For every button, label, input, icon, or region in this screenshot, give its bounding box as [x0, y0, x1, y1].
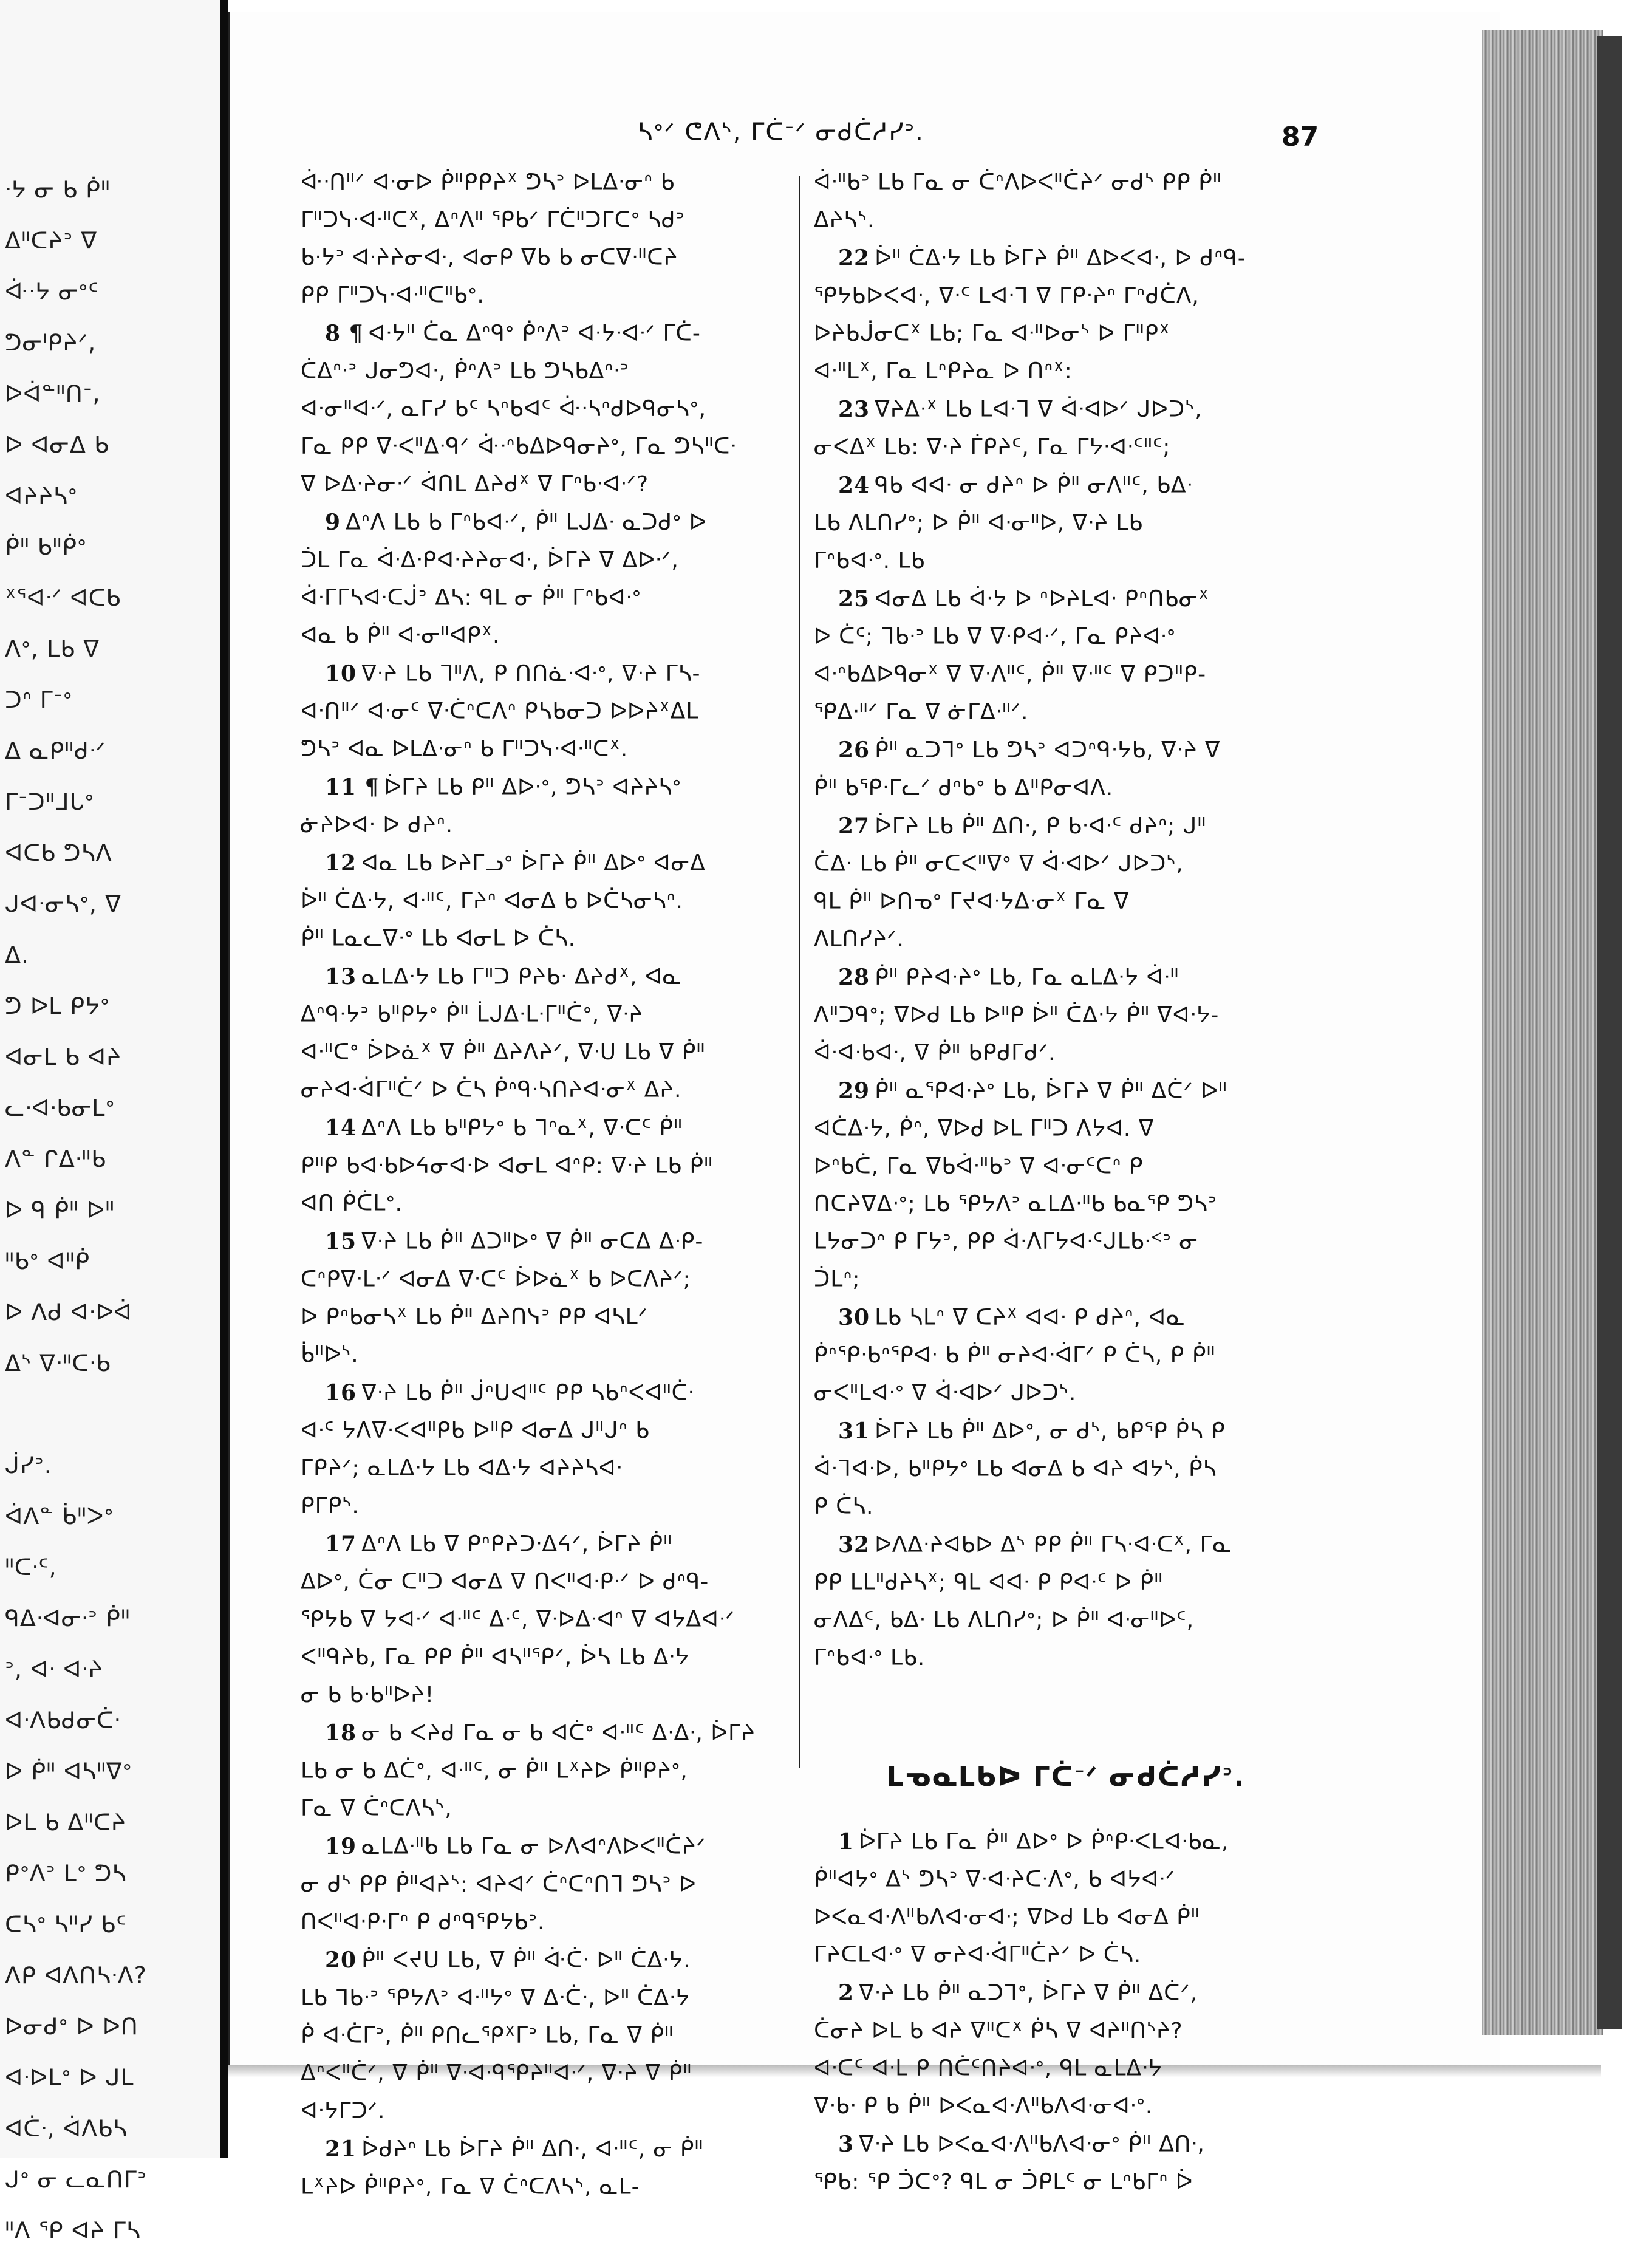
text-line [814, 202, 1318, 239]
verse-number: 25 [838, 586, 870, 612]
verse-number: 13 [325, 964, 357, 990]
text-line [814, 429, 1318, 467]
verse-text: ᑲᐧᔭᐣ ᐊᐧᔨᔨᓂᐊᐧ, ᐊᓂᑭ ᐁᑲ ᑲ ᓂᑕᐁᐧᐦᑕᔨ [301, 245, 678, 270]
verse-line [301, 504, 799, 542]
text-line [301, 1336, 799, 1374]
left-page-line: ᑭᐤᐱᐣ ᒪᐤ ᕤᓴ [5, 1860, 127, 1887]
text-line [814, 997, 1318, 1034]
text-line [814, 846, 1318, 883]
left-page-line: ᐃ ᓇᑭᐦᑯᐧᐟ [5, 737, 106, 764]
verse-text: ᑭᑭ ᒪᒪᐦᑯᔨᓴᕽ; ᑫᒪ ᐊᐊᐧ ᑭ ᑭᐊᐧᑦ ᐅ ᑮᐦ [814, 1570, 1164, 1595]
verse-text: ᐃᐢᐱ ᒪᑲ ᐁ ᑭᐢᑭᔨᑐᐧᐃᔦᐟ, ᐆᒥᔨ ᑮᐦ [361, 1532, 672, 1557]
verse-text: ᐆᒥᔨ ᒪᑲ ᒥᓇ ᑮᐦ ᐃᐅᐤ ᐅ ᑮᐢᑭᐧᐸᒪᐊᐧᑲᓇ, [859, 1830, 1229, 1854]
verse-text: ᐊᐧᑕᑦ ᐊᐧᒪ ᑭ ᑎᑖᑦᑎᔨᐊᐧᐤ, ᑫᒪ ᓇᒪᐃᐧᔭ [814, 2056, 1162, 2081]
verse-number: 23 [838, 397, 870, 422]
verse-text: ᐆᐦ ᑖᐃᐧᔭ, ᐊᐧᐦᑦ, ᒥᔨᐢ ᐊᓂᐃ ᑲ ᐅᑖᓴᓂᓴᐢ. [301, 889, 683, 914]
text-line [301, 1866, 799, 1904]
text-column-left [301, 164, 799, 2206]
verse-text: ᐋᐧᒥᒥᓴᐊᐧᑕᒎᐣ ᐃᓴ: ᑫᒪ ᓂ ᑮᐦ ᒥᐢᑲᐊᐧᐤ [301, 586, 641, 610]
text-line [301, 1677, 799, 1714]
text-line [814, 770, 1318, 807]
left-page-line: ᐊᑖᐧ, ᐋᐱᑲᓴ [5, 2115, 128, 2142]
text-line [814, 1899, 1318, 1936]
verse-number: 28 [838, 965, 870, 990]
verse-text: ᐁᐧᔨ ᒪᑲ ᑮᐦ ᒎᐢᑌᐊᐦᑦ ᑭᑭ ᓴᑲᐢᐸᐊᐦᑖᐧ [361, 1381, 694, 1406]
text-line [301, 202, 799, 239]
verse-number: 22 [838, 245, 870, 271]
running-head: ᓴᐤᐟ ᕦᐱᔅ, ᒥᑖᐨᐟ ᓂᑯᑖᓱᓯᐣ. [638, 118, 924, 146]
left-page-line: ᒍᐊᐧᓂᓴᐤ, ᐁ [5, 890, 122, 917]
verse-line [814, 1974, 1318, 2012]
text-line [814, 656, 1318, 694]
left-page [0, 0, 224, 2244]
verse-line [301, 1525, 799, 1564]
verse-text: ᐆᐦ ᑖᐃᐧᔭ ᒪᑲ ᐆᒥᔨ ᑮᐦ ᐃᐅᐸᐊᐧ, ᐅ ᑯᐢᑫ- [875, 246, 1246, 271]
verse-number: 11 ¶ [325, 774, 380, 800]
text-line [301, 1412, 799, 1450]
left-page-line: ᐃ. [5, 942, 30, 968]
verse-number: 32 [838, 1532, 870, 1557]
left-page-line: ᐃᔅ ᐁᐧᐦᑕᐧᑲ [5, 1350, 111, 1376]
text-line [814, 1936, 1318, 1974]
verse-line [814, 239, 1318, 278]
verse-text: ᐅᐸᓇᐊᐧᐱᐦᑲᐱᐊᐧᓂᐊᐧ; ᐁᐅᑯ ᒪᑲ ᐊᓂᐃ ᑮᐦ [814, 1905, 1200, 1930]
verse-line [814, 1072, 1318, 1110]
text-line [301, 883, 799, 920]
left-page-line: ᕁᕐᐊᐧᐟ ᐊᑕᑲ [5, 584, 121, 611]
verse-text: ᐁ ᐅᐃᐧᔨᓂᐧᐟ ᐋᑎᒪ ᐃᔨᑯᕽ ᐁ ᒥᐢᑲᐧᐊᐧᐟ? [301, 472, 649, 497]
text-line [301, 2169, 799, 2206]
verse-text: ᓂᐱᐃᑦ, ᑲᐃᐧ ᒪᑲ ᐱᒪᑎᓯᐤ; ᐅ ᑮᐦ ᐊᐧᓂᐦᐅᑦ, [814, 1608, 1195, 1633]
verse-text: ᑭᐦᑭ ᑲᐊᐧᑲᐅᔦᓂᐊᐧᐅ ᐊᓂᒪ ᐊᐢᑭ: ᐁᐧᔨ ᒪᑲ ᑮᐦ [301, 1154, 713, 1178]
text-line [814, 1223, 1318, 1261]
verse-number: 16 [325, 1380, 357, 1406]
verse-text: ᒪᑲ ᓴᒪᐢ ᐁ ᑕᔨᕽ ᐊᐊᐧ ᑭ ᑯᔨᐢ, ᐊᓇ [875, 1305, 1186, 1330]
verse-line [814, 1412, 1318, 1451]
verse-text: ᓂᔨᐊᐧᐋᒥᐦᑖᐟ ᐅ ᑖᓴ ᑮᐢᑫᐧᓴᑎᔨᐊᐧᓂᕽ ᐃᔨ. [301, 1078, 682, 1102]
left-page-line: ᕤ ᐅᒪ ᑭᔭᐤ [5, 993, 110, 1019]
verse-text: ᑑᒪ ᒥᓇ ᐋᐧᐃᐧᑭᐊᐧᔨᔨᓂᐊᐧ, ᐆᒥᔨ ᐁ ᐃᐅᐧᐟ, [301, 548, 679, 573]
verse-text: ᑮᐦ ᓇᑐᒣᐤ ᒪᑲ ᕤᓴᐣ ᐊᑐᐢᑫᐧᔭᑲ, ᐁᐧᔨ ᐁ [875, 738, 1221, 763]
text-line [301, 617, 799, 655]
verse-number: 8 ¶ [325, 321, 364, 346]
verse-text: ᐊᑖᐃᐧᔭ, ᑮᐢ, ᐁᐅᑯ ᐅᒪ ᒥᐦᑐ ᐱᔭᐊ. ᐁ [814, 1116, 1155, 1141]
verse-text: ᐋᐧᐦᑲᐣ ᒪᑲ ᒥᓇ ᓂ ᑖᐢᐱᐅᐸᐦᑖᔨᐟ ᓂᑯᔅ ᑭᑭ ᑮᐦ [814, 170, 1222, 195]
left-page-line: ᐋᐱᓐ ᑳᐦᐳᐤ [5, 1503, 114, 1530]
verse-number: 9 [325, 510, 341, 535]
verse-line [814, 959, 1318, 997]
text-line [814, 1451, 1318, 1488]
verse-text: ᒥᐦᑐᓭᐧᐊᐧᐦᑕᕽ, ᐃᐢᐱᐦ ᕿᑲᐟ ᒥᑖᐦᑐᒥᑕᐤ ᓴᑯᐣ [301, 208, 685, 233]
text-line [814, 542, 1318, 580]
text-line [814, 1488, 1318, 1526]
verse-text: ᑮᐦ ᓇᕿᐊᐧᔨᐤ ᒪᑲ, ᐆᒥᔨ ᐁ ᑮᐦ ᐃᑖᐟ ᐅᐦ [875, 1079, 1227, 1104]
verse-text: ᐸᐦᑫᔨᑲ, ᒥᓇ ᑭᑭ ᑮᐦ ᐊᓴᐦᕿᐟ, ᐆᓴ ᒪᑲ ᐃᐧᔭ [301, 1645, 690, 1670]
verse-text: ᐁᐧᔨ ᒪᑲ ᐅᐸᓇᐊᐧᐱᐦᑲᐱᐊᐧᓂᐤ ᑮᐦ ᐃᑎᐧ, [859, 2132, 1205, 2157]
verse-number: 12 [325, 850, 357, 876]
left-page-line: ᒥᐨᑐᐦᒧᒐᐤ [5, 788, 95, 815]
verse-number: 14 [325, 1115, 357, 1141]
text-line [301, 731, 799, 768]
text-line [814, 1861, 1318, 1899]
text-line [301, 1450, 799, 1488]
verse-text: ᑖᐃᐢᐧᐣ ᒍᓂᕤᐊᐧ, ᑮᐢᐱᐣ ᒪᑲ ᕤᓴᑲᐃᐢᐧᐣ [301, 359, 629, 384]
verse-text: ᐃᐢᐸᐦᑖᐟ, ᐁ ᑮᐦ ᐁᐧᐊᐧᑫᕿᔨᐦᐊᐧᐟ, ᐁᐧᔨ ᐁ ᑮᐦ [301, 2061, 692, 2086]
verse-text: ᕤᓴᐣ ᐊᓇ ᐅᒪᐃᐧᓂᐢ ᑲ ᒥᐦᑐᓭᐧᐊᐧᐦᑕᕽ. [301, 737, 629, 762]
verse-text: ᒥᑭᔨᐟ; ᓇᒪᐃᐧᔭ ᒪᑲ ᐊᐃᐧᔭ ᐊᔨᔨᓴᐊᐧ [301, 1456, 623, 1481]
left-page-line: ᐱᑭ ᐊᐱᑎᓴᐧᐱ? [5, 1962, 147, 1989]
text-line [301, 466, 799, 504]
verse-text: ᐅᐱᐃᐧᔨᐊᑲᐅ ᐃᔅ ᑭᑭ ᑮᐦ ᒥᓴᐧᐊᐧᑕᕽ, ᒥᓇ [875, 1533, 1232, 1557]
text-line [814, 2164, 1318, 2201]
verse-number: 29 [838, 1078, 870, 1104]
verse-text: ᑎᑕᔨᐁᐃᐧᐤ; ᒪᑲ ᕿᔭᐱᐣ ᓇᒪᐃᐧᐦᑲ ᑲᓇᕿ ᕤᓴᐣ [814, 1192, 1217, 1217]
verse-text: ᐃᐢᐱ ᒪᑲ ᑲ ᒥᐢᑲᐊᐧᐟ, ᑮᐦ ᒪᒍᐃᐧ ᓇᑐᑯᐤ ᐅ [346, 510, 707, 535]
verse-text: ᒥᐢᑲᐊᐧᐤ ᒪᑲ. [814, 1646, 926, 1670]
text-line [814, 278, 1318, 315]
verse-text: ᕿᐃᐧᐦᐟ ᒥᓇ ᐁ ᓃᒥᐃᐧᐦᐟ. [814, 700, 1029, 725]
verse-text: ᕿᔭᑲ ᐁ ᔭᐊᐧᐟ ᐊᐧᐦᑦ ᐃᐧᑦ, ᐁᐧᐅᐃᐧᐊᐢ ᐁ ᐊᔭᐃᐊᐧᐟ [301, 1607, 736, 1632]
verse-number: 15 [325, 1229, 357, 1254]
verse-text: ᑎᐸᐦᐊᐧᑭᐧᒥᐢ ᑭ ᑯᐢᑫᕿᔭᑲᐣ. [301, 1910, 545, 1935]
left-page-line: ᐅ ᐱᑯ ᐊᐧᐅᐋ [5, 1299, 132, 1325]
verse-text: ᐊᑎ ᑮᑖᒪᐤ. [301, 1191, 403, 1216]
verse-line [301, 844, 799, 883]
left-page-line: ᓚᐧᐊᐧᑲᓂᒪᐤ [5, 1095, 115, 1121]
verse-line [814, 580, 1318, 618]
verse-line [814, 391, 1318, 429]
verse-text: ᐁᔨᐃᐧᕽ ᒪᑲ ᒪᐊᐧᒣ ᐁ ᐋᐧᐊᐅᐟ ᒍᐅᑐᔅ, [875, 397, 1203, 422]
verse-text: ᒪᑲ ᐱᒪᑎᓯᐤ; ᐅ ᑮᐦ ᐊᐧᓂᐦᐅ, ᐁᐧᔨ ᒪᑲ [814, 511, 1144, 536]
verse-text: ᐊᓂᐃ ᒪᑲ ᐋᐧᔭ ᐅ ᐢᐅᔨᒪᐊᐧ ᑭᐢᑎᑲᓂᕽ [875, 587, 1210, 612]
left-page-line: ᐦᑕᐧᑦ, [5, 1554, 57, 1581]
verse-text: ᐁᐧᑲᐧ ᑭ ᑲ ᑮᐦ ᐅᐸᓇᐊᐧᐱᐦᑲᐱᐊᐧᓂᐊᐧᐤ. [814, 2094, 1153, 2119]
column-divider [799, 176, 800, 1768]
verse-line [301, 315, 799, 353]
verse-text: ᐋᐧᒣᐊᐧᐅ, ᑲᐦᑭᔭᐤ ᒪᑲ ᐊᓂᐃ ᑲ ᐊᔨ ᐊᔭᔅ, ᑮᓴ [814, 1457, 1217, 1482]
text-line [814, 1337, 1318, 1375]
text-line [301, 1488, 799, 1525]
verse-text: ᓇᒪᐃᐧᔭ ᒪᑲ ᒥᐦᑐ ᑭᔨᑲᐧ ᐃᔨᑯᕽ, ᐊᓇ [361, 965, 682, 990]
left-page-line: ᐊᑕᑲ ᕤᓴᐱ [5, 839, 112, 866]
text-line [301, 542, 799, 579]
verse-line [814, 731, 1318, 770]
verse-line [814, 1299, 1318, 1337]
verse-text: ᒥᓇ ᑭᑭ ᐁᐧᐸᐦᐃᐧᑫᐟ ᐚᐧᐢᑲᐃᐅᑫᓂᔨᐤ, ᒥᓇ ᕤᓴᐦᑕᐧ [301, 434, 737, 459]
left-page-line: ᐃᐦᑕᔨᐣ ᐁ [5, 227, 98, 254]
verse-text: ᑭᑭ ᒥᐦᑐᓭᐧᐊᐧᐦᑕᐦᑲᐤ. [301, 283, 485, 308]
page-number: 87 [1282, 121, 1319, 152]
text-line [814, 1375, 1318, 1412]
text-column-right [814, 164, 1318, 2201]
verse-text: ᑑᒪᐢ; [814, 1267, 861, 1292]
verse-text: ᑮᐦ ᑲᕿᐧᒥᓚᐟ ᑯᐢᑲᐤ ᑲ ᐃᐦᑭᓂᐊᐱ. [814, 776, 1114, 801]
book-gutter [220, 0, 228, 2158]
verse-text: ᐱᒪᑎᓯᔨᐟ. [814, 927, 904, 952]
text-line [814, 694, 1318, 731]
verse-line [301, 958, 799, 996]
verse-line [301, 1941, 799, 1980]
verse-number: 27 [838, 813, 870, 839]
verse-text: ᑳᐦᐅᔅ. [301, 1342, 359, 1367]
verse-number: 31 [838, 1418, 870, 1444]
left-page-line [5, 1389, 211, 1440]
verse-text: ᐅᔨᑲᒎᓂᑕᕽ ᒪᑲ; ᒥᓇ ᐊᐧᐦᐅᓂᔅ ᐅ ᒥᐦᑭᕽ [814, 321, 1170, 346]
left-page-line: ᐧᔭ ᓂ ᑲ ᑮᐦ [5, 176, 111, 203]
verse-text: ᓂ ᑯᔅ ᑭᑭ ᑮᐦᐊᔨᔅ: ᐊᔨᐊᐟ ᑖᐢᑕᐢᑎᒣ ᕤᓴᐣ ᐅ [301, 1872, 697, 1897]
text-line [814, 1602, 1318, 1639]
left-page-line: ᐅ ᐊᓂᐃ ᑲ [5, 431, 109, 458]
verse-text: ᓂᐸᐃᕽ ᒪᑲ: ᐁᐧᔨ ᒦᑭᔨᑦ, ᒥᓇ ᒥᔭᐧᐊᐧᑦᐦᑦ; [814, 435, 1171, 460]
left-page-line: ᕤᓂᑊᑭᔨᐟ, [5, 329, 97, 356]
verse-text: ᐆᒥᔨ ᒪᑲ ᑮᐦ ᐃᑎᐧ, ᑭ ᑲᐧᐊᐧᑦ ᑯᔨᐢ; ᒍᐦ [875, 814, 1207, 839]
left-page-line: ᐚᐧᔭ ᓂᐤᑦ [5, 278, 99, 305]
verse-text: ᑖᓂᔨ ᐅᒪ ᑲ ᐊᔨ ᐁᐦᑕᕽ ᑮᓴ ᐁ ᐊᔨᐦᑎᔅᔨ? [814, 2018, 1183, 2043]
verse-text: ᒥᐢᑲᐊᐧᐤ. ᒪᑲ [814, 549, 926, 573]
verse-text: ᑮᐦ ᑭᔨᐊᐧᔨᐤ ᒪᑲ, ᒥᓇ ᓇᒪᐃᐧᔭ ᐋᐧᐦ [875, 965, 1179, 990]
verse-text: ᑕᐢᑭᐁᐧᒪᐧᐟ ᐊᓂᐃ ᐁᐧᑕᑦ ᐆᐅᓈᕽ ᑲ ᐅᑕᐱᔨᐟ; [301, 1267, 691, 1292]
verse-text: ᐊᐧᐦᒪᕽ, ᒥᓇ ᒪᐢᑭᔨᓇ ᐅ ᑎᐢᕽ: [814, 359, 1073, 384]
text-line [301, 996, 799, 1034]
text-line [814, 1110, 1318, 1148]
left-page-line: ᐱᐤ, ᒪᑲ ᐁ [5, 635, 100, 662]
verse-text: ᐃᐢᑫᐧᔭᐣ ᑲᐦᑭᔭᐤ ᑮᐦ ᒫᒍᐃᐧᒪᐧᒥᐦᑖᐤ, ᐁᐧᔨ [301, 1002, 644, 1027]
verse-text: ᑮᐦᐊᔭᐤ ᐃᔅ ᕤᓴᐣ ᐁᐧᐊᐧᔨᑕᐧᐱᐤ, ᑲ ᐊᔭᐊᐧᐟ [814, 1867, 1175, 1892]
text-line [301, 1034, 799, 1072]
text-line [301, 277, 799, 315]
verse-line [301, 1714, 799, 1752]
verse-text: ᑮᐦ ᐸᔪᑌ ᒪᑲ, ᐁ ᑮᐦ ᐚᑖᐧ ᐅᐦ ᑖᐃᐧᔭ. [361, 1948, 691, 1973]
verse-text: ᑫᑲ ᐊᐊᐧ ᓂ ᑯᔨᐢ ᐅ ᑮᐦ ᓂᐱᐦᑦ, ᑲᐃᐧ [875, 473, 1193, 498]
left-page-line: ᑕᓴᐤ ᓴᐦᓯ ᑲᑦ [5, 1911, 127, 1938]
text-line [301, 807, 799, 844]
verse-text: ᐊᐧᑦ ᔭᐱᐁᐧᐸᐊᐦᑭᑲ ᐅᐦᑭ ᐊᓂᐃ ᒍᐦᒍᐢ ᑲ [301, 1418, 650, 1443]
verse-text: ᐅ ᑭᐢᑲᓂᓴᕽ ᒪᑲ ᑮᐦ ᐃᔨᑎᓭᐣ ᑭᑭ ᐊᓴᒪᐟ [301, 1305, 648, 1330]
chapter-end-verses [814, 164, 1318, 1677]
text-line [301, 391, 799, 428]
verse-line [301, 655, 799, 693]
left-page-line: ᑫᐃᐧᐊᓂᐧᐣ ᑮᐦ [5, 1605, 131, 1632]
verse-text: ᕿᔭᑲᐅᐸᐊᐧ, ᐁᐧᑦ ᒪᐊᐧᒣ ᐁ ᒥᑭᐧᔨᐢ ᒥᐢᑯᑖᐱ, [814, 284, 1200, 309]
text-line [301, 353, 799, 391]
verse-line [301, 1109, 799, 1147]
verse-text: ᐊᐧᐢᑲᐃᐅᑫᓂᕽ ᐁ ᐁᐧᐱᐦᑦ, ᑮᐦ ᐁᐧᐦᑦ ᐁ ᑭᑐᐦᑭ- [814, 662, 1207, 687]
verse-text: ᐊᐧᔭᐦ ᑖᓇ ᐃᐢᑫᐤ ᑮᐢᐱᐣ ᐊᐧᔭᐧᐊᐧᐟ ᒥᑖ- [368, 321, 701, 346]
new-chapter-verses [814, 1823, 1318, 2201]
verse-text: ᐊᐧᐦᑕᐤ ᐆᐅᓈᕽ ᐁ ᑮᐦ ᐃᔨᐱᔨᐟ, ᐁᐧᑌ ᒪᑲ ᐁ ᑮᐦ [301, 1040, 706, 1065]
text-line [814, 2088, 1318, 2125]
verse-text: ᐅ ᑖᑦ; ᒣᑲᐧᐣ ᒪᑲ ᐁ ᐁᐧᑭᐊᐧᐟ, ᒥᓇ ᑭᔨᐊᐧᐤ [814, 624, 1176, 649]
section-title: ᒪᓀᓇᒪᑲᐅ ᒥᑖᐨᐟ ᓂᑯᑖᓱᓯᐣ. [886, 1762, 1246, 1793]
text-line [814, 883, 1318, 921]
verse-line [814, 1526, 1318, 1564]
verse-text: ᓂ ᑲ ᐸᔨᑯ ᒥᓇ ᓂ ᑲ ᐊᑖᐤ ᐊᐧᐦᑦ ᐃᐧᐃᐧ, ᐆᒥᔨ [361, 1721, 756, 1746]
verse-number: 19 [325, 1834, 357, 1859]
text-line [814, 2050, 1318, 2088]
left-page-line: ᑐᐢ ᒥᐨᐤ [5, 686, 73, 713]
verse-text: ᐊᓇ ᒪᑲ ᐅᔨᒥᓗᐤ ᐆᒥᔨ ᑮᐦ ᐃᐅᐤ ᐊᓂᐃ [361, 851, 706, 876]
text-line [814, 1261, 1318, 1299]
left-page-line: ᒎᓯᐣ. [5, 1452, 52, 1478]
verse-text: ᐊᐧᔭᒥᑐᐟ. [301, 2099, 386, 2124]
left-page-line: ᐊᓂᒪ ᑲ ᐊᔨ [5, 1044, 121, 1070]
text-line [814, 2012, 1318, 2050]
text-line [301, 920, 799, 958]
text-line [814, 1034, 1318, 1072]
text-line [301, 1752, 799, 1790]
text-line [814, 921, 1318, 959]
verse-text: ᐁᐧᔨ ᒪᑲ ᑮᐦ ᐃᑐᐦᐅᐤ ᐁ ᑮᐦ ᓂᑕᐃ ᐃᐧᑭ- [361, 1229, 704, 1254]
verse-text: ᐋᐧᐊᐧᑲᐊᐧ, ᐁ ᑮᐦ ᑲᑭᑯᒥᑯᐟ. [814, 1041, 1056, 1065]
verse-line [301, 768, 799, 807]
text-line [301, 693, 799, 731]
verse-number: 1 [838, 1829, 855, 1854]
verse-text: ᐆᑯᔨᐢ ᒪᑲ ᐆᒥᔨ ᑮᐦ ᐃᑎᐧ, ᐊᐧᐦᑦ, ᓂ ᑮᐦ [361, 2137, 704, 2162]
text-line [301, 1185, 799, 1223]
text-line [814, 1148, 1318, 1186]
text-line [301, 1261, 799, 1299]
text-line [814, 618, 1318, 656]
left-page-line: ᐅᒪ ᑲ ᐃᐦᑕᔨ [5, 1809, 126, 1836]
left-page-text [5, 164, 211, 2256]
verse-text: ᒪᔭᓂᑐᐢ ᑭ ᒥᔭᐣ, ᑭᑭ ᐋᐧᐱᒥᔭᐊᐧᑦᒍᒪᑲᐧᑉᐣ ᓂ [814, 1229, 1199, 1254]
verse-number: 17 [325, 1531, 357, 1557]
verse-text: ᑮᐢᕿᐧᑲᐢᕿᐊᐧ ᑲ ᑮᐦ ᓂᔨᐊᐧᐋᒥᐟ ᑭ ᑖᓴ, ᑭ ᑮᐦ [814, 1343, 1216, 1368]
verse-line [814, 1823, 1318, 1861]
verse-line [301, 2130, 799, 2169]
verse-text: ᓇᒪᐃᐧᐦᑲ ᒪᑲ ᒥᓇ ᓂ ᐅᐱᐊᐢᐱᐅᐸᐦᑖᔨᐟ [361, 1834, 706, 1859]
text-line [301, 239, 799, 277]
text-line [301, 1980, 799, 2017]
verse-number: 18 [325, 1720, 357, 1746]
text-line [814, 505, 1318, 542]
verse-text: ᓃᔨᐅᐊᐧ ᐅ ᑯᔨᐢ. [301, 813, 454, 838]
verse-number: 21 [325, 2136, 357, 2162]
verse-text: ᑫᒪ ᑮᐦ ᐅᑎᓀᐤ ᒥᔪᐊᐧᔭᐃᐧᓂᕽ ᒥᓇ ᐁ [814, 889, 1130, 914]
left-page-line: ᐊᔨᔨᓴᐤ [5, 482, 78, 509]
text-line [301, 1601, 799, 1639]
verse-text: ᓂᐸᐦᒪᐊᐧᐤ ᐁ ᐋᐧᐊᐅᐟ ᒍᐅᑐᔅ. [814, 1381, 1077, 1406]
verse-text: ᑮ ᐊᐧᑖᒥᐣ, ᑮᐦ ᑭᑎᓚᕿᕽᒥᐣ ᒪᑲ, ᒥᓇ ᐁ ᑮᐦ [301, 2023, 674, 2048]
verse-text: ᐃᐅᐤ, ᑖᓂ ᑕᐦᑐ ᐊᓂᐃ ᐁ ᑎᐸᐦᐊᐧᑭᐧᐟ ᐅ ᑯᐢᑫ- [301, 1570, 709, 1595]
text-line [301, 428, 799, 466]
text-line [301, 1639, 799, 1677]
edge-shadow [1597, 36, 1622, 2029]
left-page-line: ᐦᐱ ᕿ ᐊᔨ ᒥᓴ [5, 2217, 141, 2244]
verse-text: ᐊᐧᑎᐦᐟ ᐊᐧᓂᑦ ᐁᐧᑖᐢᑕᐱᐢ ᑭᓴᑲᓂᑐ ᐅᐅᔨᕽᐃᒪ [301, 699, 699, 724]
verse-text: ᐁᐧᔨ ᒪᑲ ᒣᐦᐱ, ᑭ ᑎᑎᓈᐧᐊᐧᐤ, ᐁᐧᔨ ᒥᓴ- [361, 661, 701, 686]
text-line [301, 1072, 799, 1109]
left-page-line: ᐅ ᑫ ᑮᐦ ᐅᐦ [5, 1197, 115, 1223]
left-page-line: ᐣ, ᐊᐧ ᐊᐧᔨ [5, 1656, 103, 1683]
text-line [301, 1147, 799, 1185]
verse-text: ᒪᑲ ᓂ ᑲ ᐃᑖᐤ, ᐊᐧᐦᑦ, ᓂ ᑮᐦ ᒪᕽᔨᐅ ᑮᐦᑭᔨᐤ, [301, 1759, 688, 1783]
verse-text: ᐚᐧᑎᐦᐟ ᐊᐧᓂᐅ ᑮᐦᑭᑭᔨᕽ ᕤᓴᐣ ᐅᒪᐃᐧᓂᐢ ᑲ [301, 170, 675, 195]
text-line [301, 1790, 799, 1828]
verse-number: 26 [838, 737, 870, 763]
verse-line [814, 807, 1318, 846]
verse-line [814, 2125, 1318, 2164]
text-line [814, 315, 1318, 353]
verse-text: ᐊᓇ ᑲ ᑮᐦ ᐊᐧᓂᐦᐊᑭᕽ. [301, 623, 500, 648]
verse-line [301, 1828, 799, 1866]
text-line [301, 1299, 799, 1336]
verse-number: 24 [838, 473, 870, 498]
left-page-line: ᐅᐋᓐᐦᑎᐨ, [5, 380, 101, 407]
text-line [301, 2017, 799, 2055]
verse-number: 3 [838, 2131, 855, 2157]
left-page-line: ᐦᑲᐤ ᐊᐦᑮ [5, 1248, 90, 1274]
verse-text: ᐃᔨᓴᔅ. [814, 208, 875, 233]
left-page-line: ᑮᐦ ᑲᐦᑮᐤ [5, 533, 87, 560]
verse-text: ᑭᒥᑭᔅ. [301, 1494, 360, 1519]
verse-line [814, 467, 1318, 505]
left-page-line: ᐊᐧᐅᒪᐤ ᐅ ᒍᒪ [5, 2064, 134, 2091]
verse-text: ᒪᑲ ᒣᑲᐧᐣ ᕿᔭᐱᐣ ᐊᐧᐦᔭᐤ ᐁ ᐃᐧᑖᐧ, ᐅᐦ ᑖᐃᐧᔭ [301, 1986, 690, 2011]
left-page-line: ᐱᓐ ᒋᐃᐧᐦᑲ [5, 1146, 106, 1172]
verse-number: 10 [325, 661, 357, 686]
text-line [814, 1639, 1318, 1677]
verse-text: ᑮᐦ ᒪᓇᓚᐁᐧᐤ ᒪᑲ ᐊᓂᒪ ᐅ ᑖᓴ. [301, 926, 576, 951]
verse-number: 2 [838, 1980, 855, 2006]
verse-text: ᐊᐧᓂᐦᐊᐧᐟ, ᓇᒥᓯ ᑲᑦ ᓴᐢᑲᐊᑦ ᐚᐧᓴᐢᑯᐅᑫᓂᓴᐤ, [301, 397, 707, 422]
left-page-line: ᒍᐤ ᓂ ᓚᓇᑎᒥᐣ [5, 2166, 147, 2193]
verse-text: ᐅᐢᑲᑖ, ᒥᓇ ᐁᑲᐋᐧᐦᑲᐣ ᐁ ᐊᐧᓂᑦᑕᐢ ᑭ [814, 1154, 1144, 1179]
page-edges [1482, 30, 1603, 2035]
verse-text: ᐆᒥᔨ ᒪᑲ ᑭᐦ ᐃᐅᐧᐤ, ᕤᓴᐣ ᐊᔨᔨᓴᐤ [384, 775, 681, 800]
text-line [814, 1186, 1318, 1223]
text-line [814, 353, 1318, 391]
verse-line [301, 1223, 799, 1261]
text-line [301, 2093, 799, 2130]
left-page-line: ᐅᓂᑯᐤ ᐅ ᐅᑎ [5, 2013, 138, 2040]
text-line [301, 1904, 799, 1941]
verse-text: ᐱᐦᑐᑫᐤ; ᐁᐅᑯ ᒪᑲ ᐅᐦᑭ ᐆᐦ ᑖᐃᐧᔭ ᑮᐦ ᐁᐊᐧᔭ- [814, 1003, 1220, 1028]
verse-text: ᒪᕽᔨᐅ ᑮᐦᑭᔨᐤ, ᒥᓇ ᐁ ᑖᐢᑕᐱᓴᔅ, ᓇᒪ- [301, 2175, 640, 2200]
verse-text: ᑭ ᑖᓴ. [814, 1494, 874, 1519]
verse-text: ᓂ ᑲ ᑲᐧᑲᐦᐅᔨ! [301, 1683, 435, 1707]
verse-number: 30 [838, 1305, 870, 1330]
verse-number: 20 [325, 1947, 357, 1973]
verse-text: ᐁᐧᔨ ᒪᑲ ᑮᐦ ᓇᑐᒣᐤ, ᐆᒥᔨ ᐁ ᑮᐦ ᐃᑖᐟ, [859, 1981, 1198, 2006]
text-line [301, 2055, 799, 2093]
text-line [814, 164, 1318, 202]
verse-line [301, 1374, 799, 1412]
verse-text: ᐃᐢᐱ ᒪᑲ ᑲᐦᑭᔭᐤ ᑲ ᒣᐢᓇᕽ, ᐁᐧᑕᑦ ᑮᐦ [361, 1116, 683, 1141]
verse-text: ᐆᒥᔨ ᒪᑲ ᑮᐦ ᐃᐅᐤ, ᓂ ᑯᔅ, ᑲᑭᕿ ᑮᓴ ᑭ [875, 1419, 1226, 1444]
left-page-line: ᐅ ᑮᐦ ᐊᓴᐦᐁᐤ [5, 1758, 132, 1785]
text-line [301, 1564, 799, 1601]
text-line [301, 579, 799, 617]
text-line [814, 1564, 1318, 1602]
text-line [301, 164, 799, 202]
verse-text: ᕿᑲ: ᕿ ᑑᑕᐤ? ᑫᒪ ᓂ ᑑᑭᒪᑦ ᓂ ᒪᐢᑲᒥᐢ ᐆ [814, 2170, 1193, 2195]
verse-text: ᒥᔨᑕᒪᐊᐧᐤ ᐁ ᓂᔨᐊᐧᐋᒥᐦᑖᔨᐟ ᐅ ᑖᓴ. [814, 1943, 1142, 1967]
verse-text: ᒥᓇ ᐁ ᑖᐢᑕᐱᓴᔅ, [301, 1796, 452, 1821]
verse-text: ᑖᐃᐧ ᒪᑲ ᑮᐦ ᓂᑕᐸᐦᐁᐤ ᐁ ᐋᐧᐊᐅᐟ ᒍᐅᑐᔅ, [814, 852, 1184, 877]
left-page-line: ᐊᐧᐱᑲᑯᓂᑖᐧ [5, 1707, 121, 1734]
